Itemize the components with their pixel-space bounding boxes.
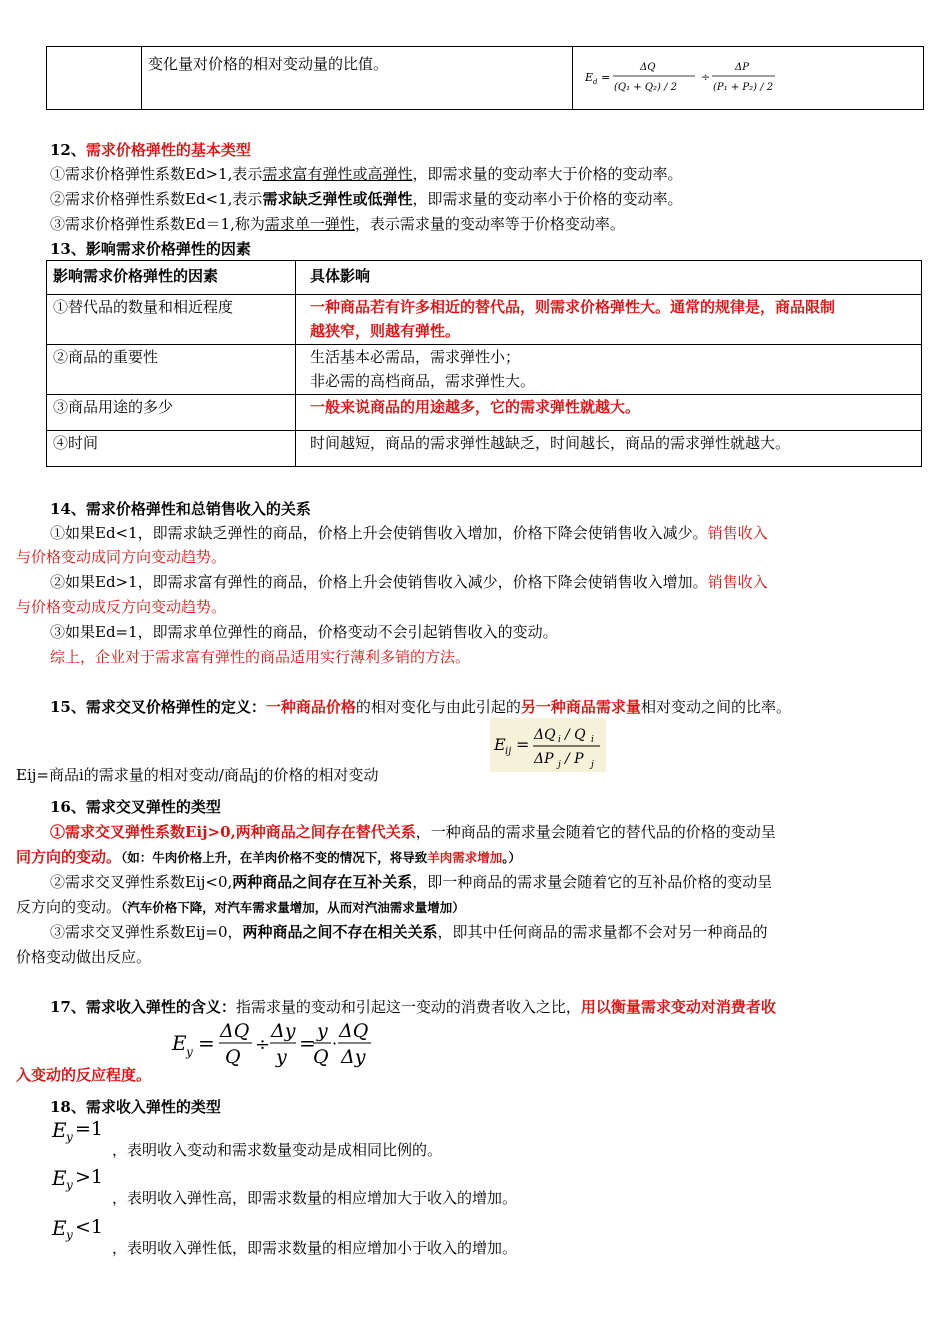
svg-text:=: = — [601, 71, 611, 84]
s14-para-1-cont: 与价格变动成同方向变动趋势。 — [16, 548, 227, 566]
factor-cell: ③商品用途的多少 — [47, 395, 296, 431]
s17-cont: 入变动的反应程度。 — [16, 1066, 152, 1084]
s14-para-1: ①如果Ed<1，即需求缺乏弹性的商品，价格上升会使销售收入增加，价格下降会使销售收入减少。销售收入 — [50, 524, 768, 542]
table-header-row — [47, 261, 922, 295]
ey-symbol: E — [52, 1216, 67, 1240]
svg-text:ΔQ: ΔQ — [220, 1020, 250, 1042]
definition-text: 变化量对价格的相对变动量的比值。 — [148, 55, 389, 73]
s18-item-3: E y <1 ，表明收入弹性低，即需求数量的相应增加小于收入的增加。 — [52, 1216, 518, 1257]
svg-text:E: E — [172, 1031, 187, 1055]
svg-text:ij: ij — [505, 746, 512, 757]
s12-line-1: ①需求价格弹性系数Ed>1,表示需求富有弹性或高弹性，即需求量的变动率大于价格的变动率。 — [50, 165, 683, 183]
s14-summary: 综上，企业对于需求富有弹性的商品适用实行薄利多销的方法。 — [50, 648, 471, 666]
svg-text:÷: ÷ — [255, 1034, 271, 1055]
factor-cell: ②商品的重要性 — [47, 345, 296, 395]
factors-table — [46, 260, 922, 467]
svg-text:(Q₁ + Q₂) / 2: (Q₁ + Q₂) / 2 — [614, 82, 678, 93]
table-row — [47, 395, 922, 431]
svg-text:Δy: Δy — [341, 1046, 366, 1068]
s14-para-2-cont: 与价格变动成反方向变动趋势。 — [16, 598, 227, 616]
table-header-cell: 具体影响 — [296, 261, 922, 295]
s14-para-2: ②如果Ed>1，即需求富有弹性的商品，价格上升会使销售收入减少，价格下降会使销售收入增加。销售收入 — [50, 573, 768, 591]
svg-text:E: E — [494, 735, 506, 754]
svg-text:j: j — [558, 760, 561, 770]
arc-elasticity-formula — [585, 57, 775, 99]
svg-text:ΔP: ΔP — [534, 751, 554, 767]
table-row — [47, 295, 922, 345]
svg-text:/ P: / P — [565, 751, 584, 767]
effect-cell: 生活基本必需品，需求弹性小； 非必需的高档商品，需求弹性大。 — [296, 345, 922, 395]
svg-text:i: i — [558, 735, 561, 745]
s12-line-3: ③需求价格弹性系数Ed＝1,称为需求单一弹性，表示需求量的变动率等于价格变动率。 — [50, 215, 625, 233]
svg-text:(P₁ + P₂) / 2: (P₁ + P₂) / 2 — [713, 82, 774, 93]
ey-symbol: E — [52, 1166, 67, 1190]
ey-symbol: E — [52, 1118, 67, 1142]
s16-line-1-cont: 同方向的变动。（如：牛肉价格上升，在羊肉价格不变的情况下，将导致羊肉需求增加。） — [16, 848, 522, 866]
svg-text:Q: Q — [313, 1046, 329, 1068]
svg-text:ΔQ: ΔQ — [339, 1020, 369, 1042]
svg-text:Δy: Δy — [271, 1020, 296, 1042]
s16-line-2: ②需求交叉弹性系数Eij<0,两种商品之间存在互补关系，即一种商品的需求量会随着它的互补品价格的变动呈 — [50, 873, 773, 891]
section-18-heading: 18、需求收入弹性的类型 — [50, 1098, 221, 1116]
svg-text:·: · — [332, 1034, 338, 1053]
svg-text:d: d — [593, 78, 598, 86]
section-13-heading: 13、影响需求价格弹性的因素 — [50, 240, 251, 258]
cross-elasticity-formula — [490, 718, 606, 772]
svg-text:=: = — [299, 1031, 316, 1055]
svg-text:=: = — [516, 735, 530, 754]
section-14-heading: 14、需求价格弹性和总销售收入的关系 — [50, 500, 311, 518]
effect-cell: 一般来说商品的用途越多，它的需求弹性就越大。 — [296, 395, 922, 431]
section-17-heading: 17、需求收入弹性的含义：指需求量的变动和引起这一变动的消费者收入之比，用以衡量需求变动对消费者收 — [50, 998, 776, 1016]
svg-text:E: E — [585, 71, 594, 84]
svg-text:y: y — [186, 1045, 193, 1059]
svg-text:/ Q: / Q — [565, 727, 586, 743]
s16-line-3-cont: 价格变动做出反应。 — [16, 948, 152, 966]
table-row — [47, 345, 922, 395]
s16-line-3: ③需求交叉弹性系数Eij=0，两种商品之间不存在相关关系，即其中任何商品的需求量都不会对另一种商品的 — [50, 923, 768, 941]
svg-text:j: j — [591, 760, 594, 770]
section-15-heading: 15、需求交叉价格弹性的定义：一种商品价格的相对变化与由此引起的另一种商品需求量相对变动之间的比率。 — [50, 698, 791, 716]
s18-item-2: E y >1 ，表明收入弹性高，即需求数量的相应增加大于收入的增加。 — [52, 1166, 518, 1207]
factor-cell: ①替代品的数量和相近程度 — [47, 295, 296, 345]
svg-text:i: i — [591, 735, 594, 745]
s18-item-1: E y =1 ，表明收入变动和需求数量变动是成相同比例的。 — [52, 1118, 443, 1159]
income-elasticity-formula — [170, 1016, 380, 1072]
s16-line-1: ①需求交叉弹性系数Eij>0,两种商品之间存在替代关系，一种商品的需求量会随着它的替代品的价格的变动呈 — [50, 823, 776, 841]
table-row — [47, 431, 922, 467]
section-16-heading: 16、需求交叉弹性的类型 — [50, 798, 221, 816]
svg-text:Q: Q — [225, 1046, 241, 1068]
section-12-heading: 12、需求价格弹性的基本类型 — [50, 141, 251, 159]
s16-line-2-cont: 反方向的变动。（汽车价格下降，对汽车需求量增加，从而对汽油需求量增加） — [16, 898, 465, 916]
effect-cell: 时间越短，商品的需求弹性越缺乏，时间越长，商品的需求弹性就越大。 — [296, 431, 922, 467]
factor-cell: ④时间 — [47, 431, 296, 467]
top-table — [46, 46, 924, 110]
svg-text:=: = — [198, 1031, 215, 1055]
table-header-cell: 影响需求价格弹性的因素 — [47, 261, 296, 295]
svg-text:ΔP: ΔP — [735, 62, 749, 73]
s15-explanation: Eij=商品i的需求量的相对变动/商品j的价格的相对变动 — [16, 766, 379, 784]
svg-text:y: y — [317, 1020, 328, 1042]
effect-cell: 一种商品若有许多相近的替代品，则需求价格弹性大。通常的规律是，商品限制 越狭窄，则越有弹性。 — [296, 295, 922, 345]
s14-para-3: ③如果Ed=1，即需求单位弹性的商品，价格变动不会引起销售收入的变动。 — [50, 623, 558, 641]
svg-text:y: y — [276, 1046, 287, 1068]
svg-text:÷: ÷ — [701, 71, 711, 84]
svg-text:ΔQ: ΔQ — [534, 727, 556, 743]
svg-text:ΔQ: ΔQ — [640, 62, 656, 73]
s12-line-2: ②需求价格弹性系数Ed<1,表示需求缺乏弹性或低弹性，即需求量的变动率小于价格的变动率。 — [50, 190, 683, 208]
